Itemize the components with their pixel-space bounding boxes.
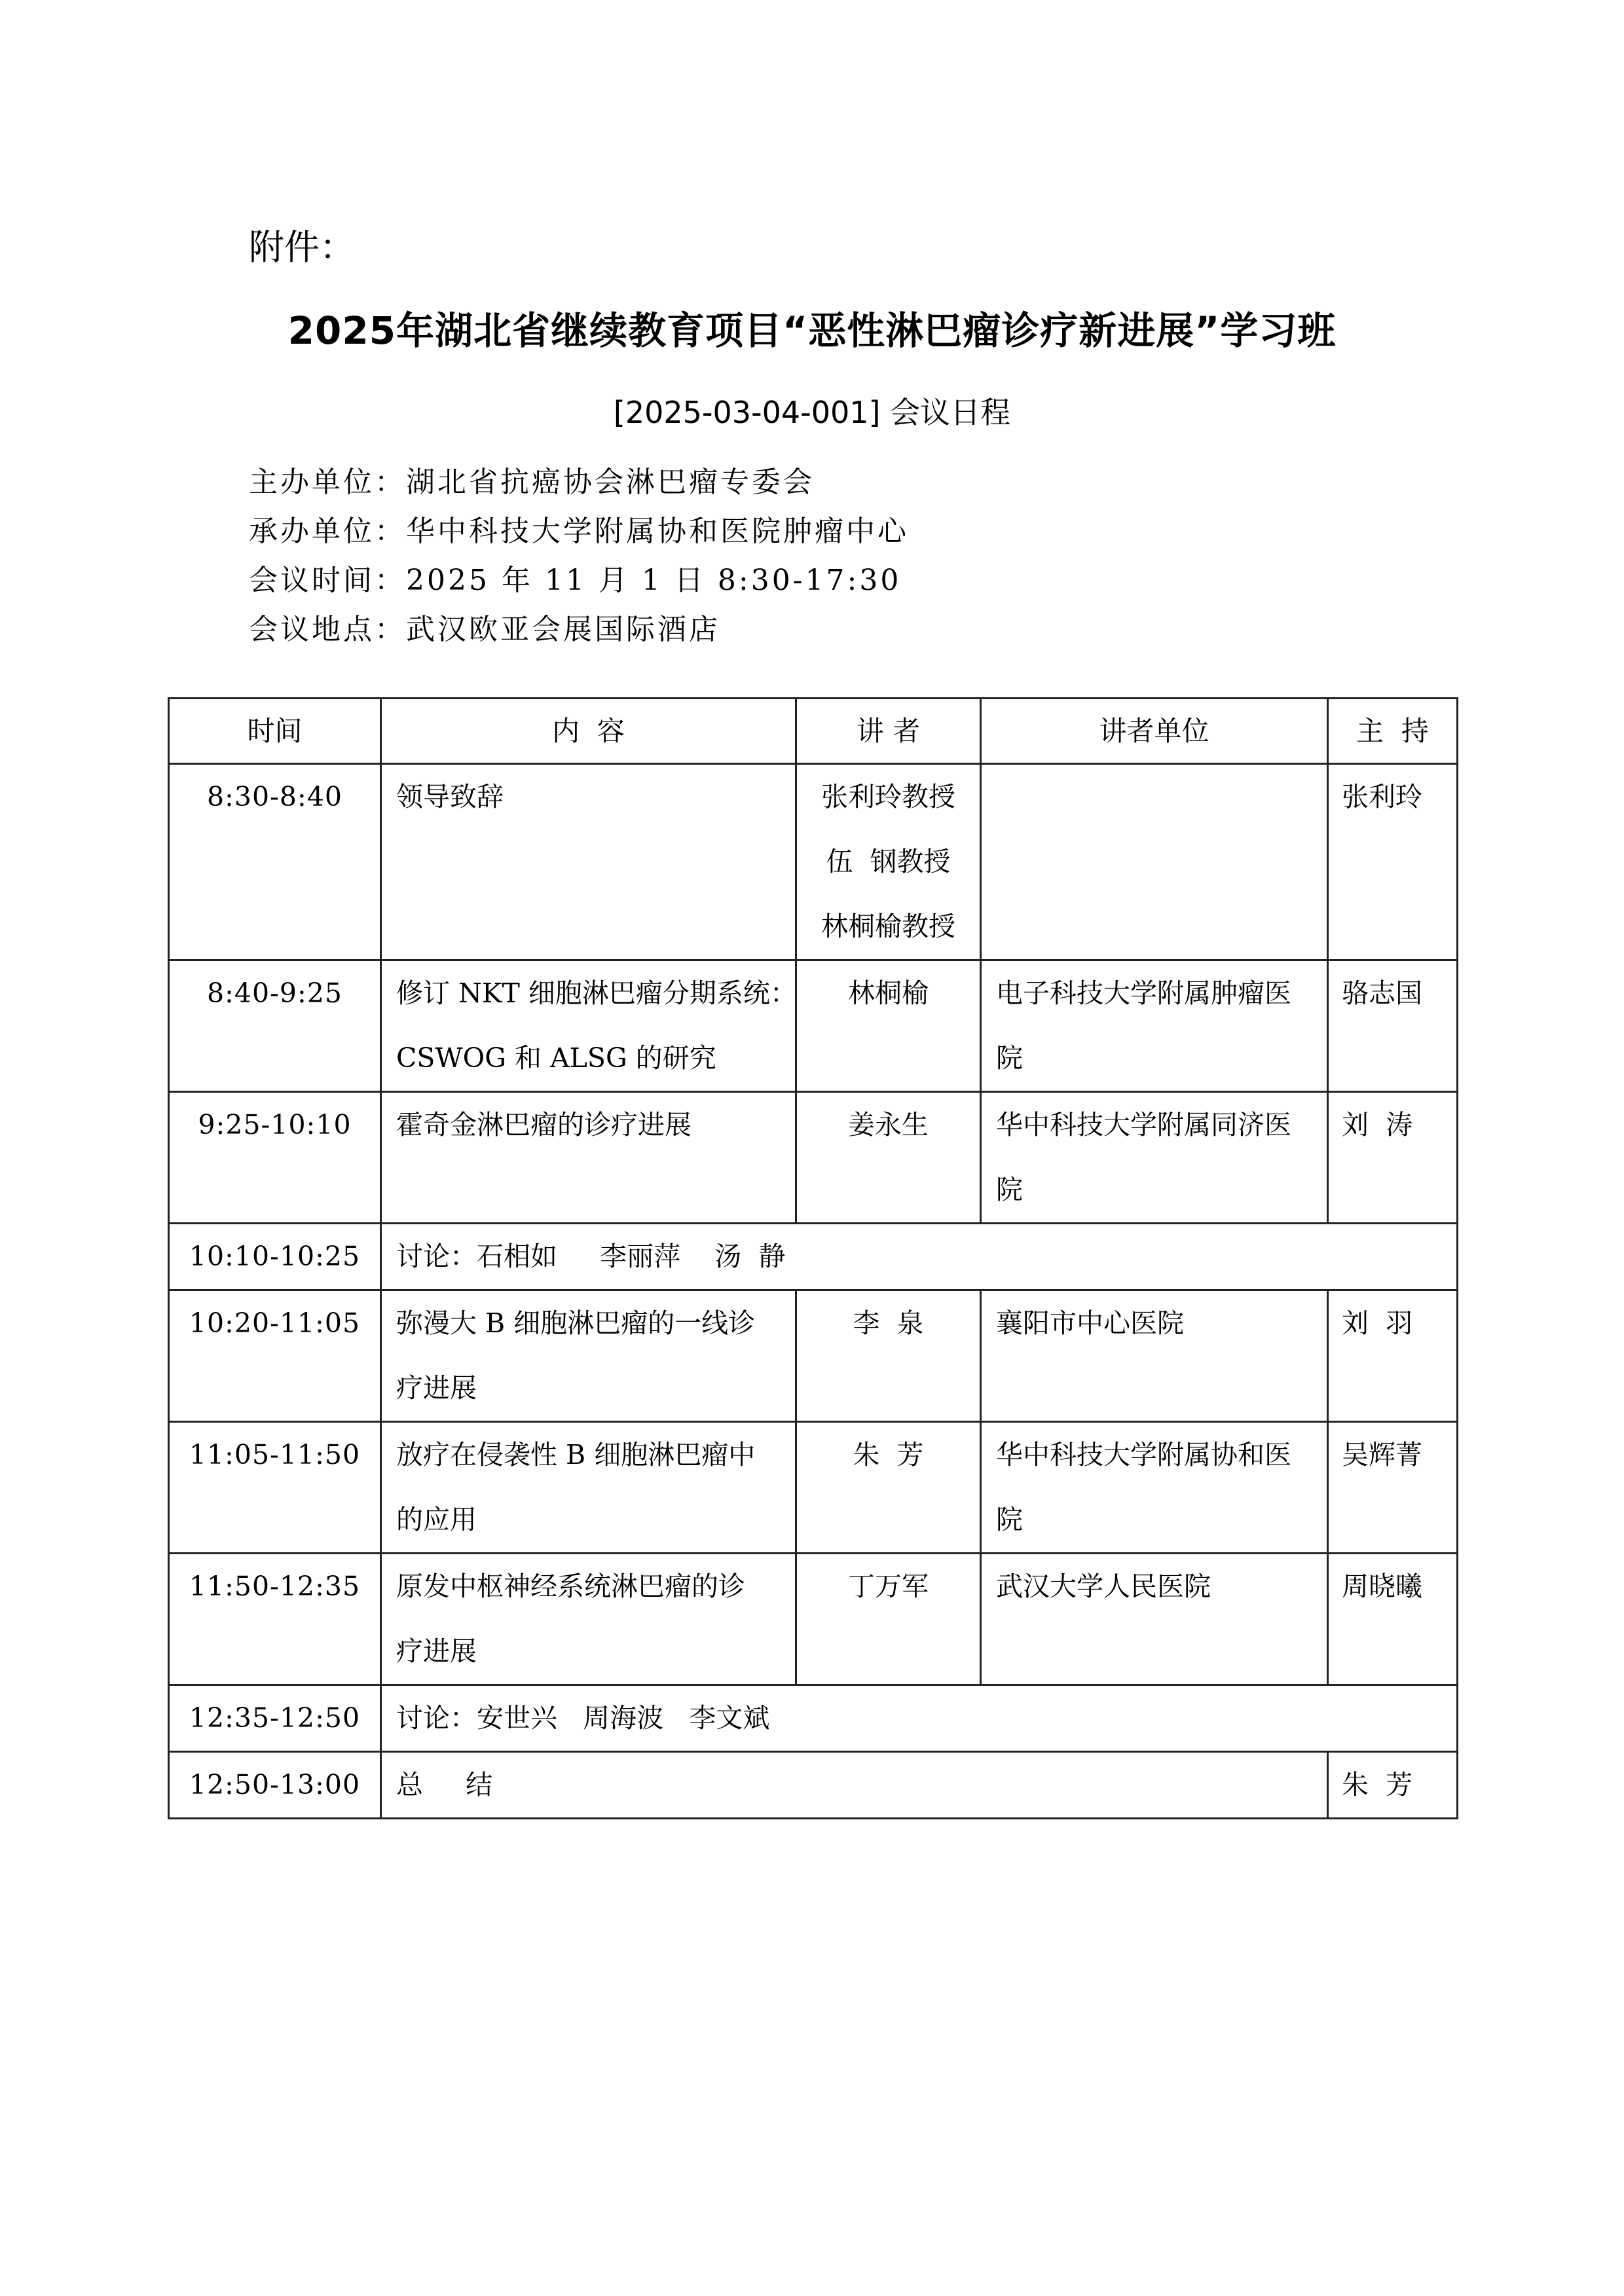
cell-time: 9:25-10:10 bbox=[169, 1092, 381, 1224]
cell-discussion: 讨论：安世兴 周海波 李文斌 bbox=[381, 1685, 1458, 1752]
table-row bbox=[169, 1290, 1458, 1422]
table-header-row bbox=[169, 699, 1458, 764]
speaker-name: 李 泉 bbox=[853, 1307, 924, 1339]
schedule-table bbox=[168, 697, 1458, 1819]
speaker-name: 林桐榆 bbox=[848, 977, 929, 1009]
cell-speaker bbox=[796, 1290, 981, 1422]
cell-speaker-unit bbox=[981, 764, 1328, 960]
table-row bbox=[169, 1554, 1458, 1685]
content-line: 领导致辞 bbox=[396, 781, 504, 812]
table-row bbox=[169, 1422, 1458, 1554]
cell-speaker-unit bbox=[981, 1290, 1328, 1422]
content-line: 疗进展 bbox=[396, 1372, 477, 1404]
speaker-name: 朱 芳 bbox=[853, 1439, 924, 1470]
content-line: 霍奇金淋巴瘤的诊疗进展 bbox=[396, 1109, 692, 1140]
cell-time: 8:40-9:25 bbox=[169, 960, 381, 1092]
cell-time: 12:35-12:50 bbox=[169, 1685, 381, 1752]
speaker-name: 伍 钢教授 bbox=[826, 846, 951, 877]
cell-speaker-unit bbox=[981, 1422, 1328, 1554]
cell-content bbox=[381, 960, 796, 1092]
table-row bbox=[169, 960, 1458, 1092]
cell-content bbox=[381, 1422, 796, 1554]
cell-speaker bbox=[796, 764, 981, 960]
header-speaker: 讲 者 bbox=[796, 699, 981, 764]
cell-time: 11:05-11:50 bbox=[169, 1422, 381, 1554]
table-row bbox=[169, 1092, 1458, 1224]
attachment-label: 附件： bbox=[249, 227, 355, 268]
cell-speaker bbox=[796, 960, 981, 1092]
cell-time: 10:20-11:05 bbox=[169, 1290, 381, 1422]
cell-content bbox=[381, 1290, 796, 1422]
speaker-name: 林桐榆教授 bbox=[821, 911, 955, 942]
cell-time: 10:10-10:25 bbox=[169, 1224, 381, 1290]
speaker-name: 张利玲教授 bbox=[821, 781, 955, 812]
header-time: 时间 bbox=[169, 699, 381, 764]
content-line: 的应用 bbox=[396, 1504, 477, 1535]
cell-speaker bbox=[796, 1554, 981, 1685]
cell-speaker bbox=[796, 1092, 981, 1224]
cell-speaker-unit bbox=[981, 1554, 1328, 1685]
info-co-organizer: 承办单位：华中科技大学附属协和医院肿瘤中心 bbox=[249, 515, 909, 548]
header-host: 主 持 bbox=[1328, 699, 1458, 764]
cell-discussion: 讨论：石相如 李丽萍 汤 静 bbox=[381, 1224, 1458, 1290]
cell-content bbox=[381, 1092, 796, 1224]
cell-content bbox=[381, 1554, 796, 1685]
cell-host: 骆志国 bbox=[1328, 960, 1458, 1092]
header-speaker-unit: 讲者单位 bbox=[981, 699, 1328, 764]
unit-line: 院 bbox=[996, 1042, 1023, 1074]
header-content: 内 容 bbox=[381, 699, 796, 764]
cell-host: 朱 芳 bbox=[1328, 1752, 1458, 1819]
speaker-name: 姜永生 bbox=[848, 1109, 929, 1140]
info-meeting-time: 会议时间：2025 年 11 月 1 日 8:30-17:30 bbox=[249, 564, 902, 597]
content-line: 原发中枢神经系统淋巴瘤的诊 bbox=[396, 1571, 745, 1602]
document-title: 2025年湖北省继续教育项目“恶性淋巴瘤诊疗新进展”学习班 bbox=[287, 308, 1337, 353]
table-row bbox=[169, 764, 1458, 960]
cell-time: 8:30-8:40 bbox=[169, 764, 381, 960]
unit-line: 襄阳市中心医院 bbox=[996, 1307, 1184, 1339]
cell-content bbox=[381, 764, 796, 960]
unit-line: 院 bbox=[996, 1174, 1023, 1205]
cell-time: 11:50-12:35 bbox=[169, 1554, 381, 1685]
cell-speaker-unit bbox=[981, 1092, 1328, 1224]
cell-host: 吴辉菁 bbox=[1328, 1422, 1458, 1554]
document-subtitle: [2025-03-04-001] 会议日程 bbox=[613, 395, 1011, 430]
cell-summary: 总 结 bbox=[381, 1752, 1328, 1819]
content-line: 放疗在侵袭性 B 细胞淋巴瘤中 bbox=[396, 1439, 756, 1470]
info-organizer: 主办单位：湖北省抗癌协会淋巴瘤专委会 bbox=[249, 465, 815, 499]
speaker-name: 丁万军 bbox=[848, 1571, 929, 1602]
cell-host: 周晓曦 bbox=[1328, 1554, 1458, 1685]
unit-line: 武汉大学人民医院 bbox=[996, 1571, 1211, 1602]
cell-host: 张利玲 bbox=[1328, 764, 1458, 960]
content-line: 疗进展 bbox=[396, 1635, 477, 1667]
cell-host: 刘 涛 bbox=[1328, 1092, 1458, 1224]
table-row-summary bbox=[169, 1752, 1458, 1819]
unit-line: 华中科技大学附属同济医 bbox=[996, 1109, 1291, 1140]
content-line: 修订 NKT 细胞淋巴瘤分期系统： bbox=[396, 977, 797, 1009]
cell-speaker bbox=[796, 1422, 981, 1554]
content-line: 弥漫大 B 细胞淋巴瘤的一线诊 bbox=[396, 1307, 756, 1339]
table-row-discussion bbox=[169, 1685, 1458, 1752]
unit-line: 电子科技大学附属肿瘤医 bbox=[996, 977, 1291, 1009]
cell-speaker-unit bbox=[981, 960, 1328, 1092]
unit-line: 华中科技大学附属协和医 bbox=[996, 1439, 1291, 1470]
content-line: CSWOG 和 ALSG 的研究 bbox=[396, 1042, 716, 1074]
info-meeting-venue: 会议地点：武汉欧亚会展国际酒店 bbox=[249, 613, 720, 646]
cell-host: 刘 羽 bbox=[1328, 1290, 1458, 1422]
cell-time: 12:50-13:00 bbox=[169, 1752, 381, 1819]
unit-line: 院 bbox=[996, 1504, 1023, 1535]
table-row-discussion bbox=[169, 1224, 1458, 1290]
